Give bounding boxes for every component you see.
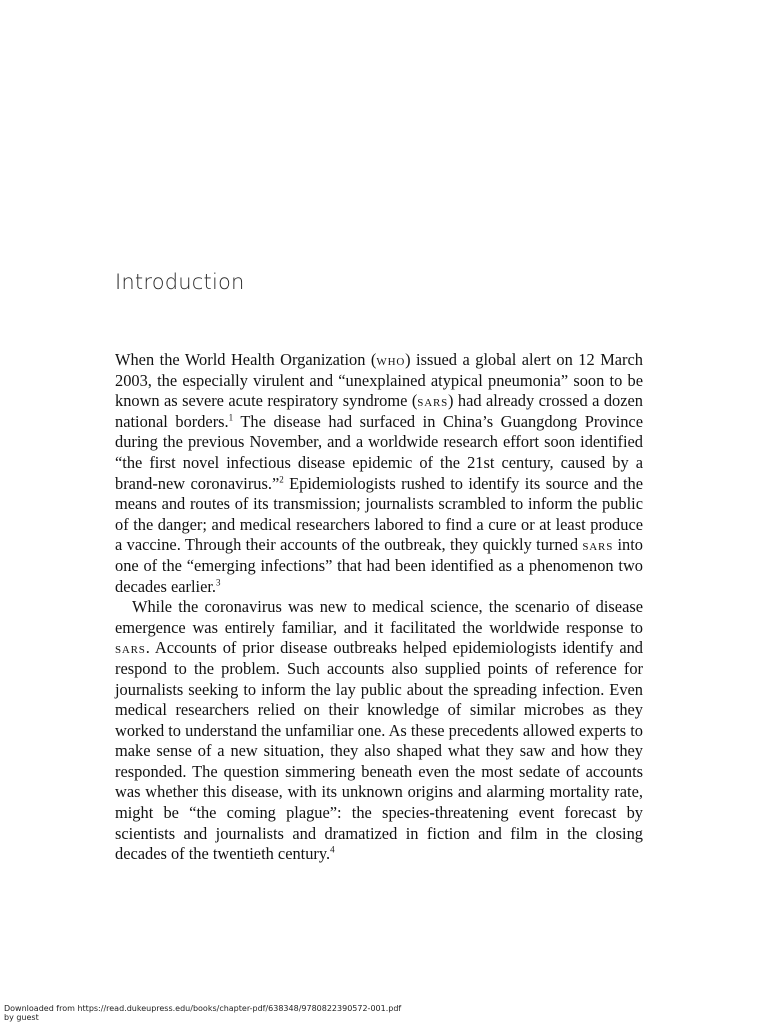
download-footer: [4, 1004, 401, 1022]
footnote-ref[interactable]: 1: [228, 412, 234, 423]
text-run: . Accounts of prior disease outbreaks helped epidemiologists identify and respond to the problem. Such accounts also supplied points of reference for journalists seeking to inform the lay public about the spreading infection. Even medical researchers relied on their knowledge of similar microbes as they worked to understand the unfamiliar one. As these precedents allowed experts to make sense of a new situation, they also shaped what they saw and how they responded. The question simmering beneath even the most sedate of accounts was whether this disease, with its unknown origins and alarming mortality rate, might be “the coming plague”: the species-threatening event forecast by scientists and journalists and dramatized in fiction and film in the closing decades of the twentieth century.: [115, 638, 643, 864]
text-run: When the World Health Organization (: [115, 350, 377, 369]
text-run: The disease had surfaced in China’s Guangdong Province during the previous November, and a worldwide research effort soon identified “the first novel infectious disease epidemic of the 21st century, caused by a brand-new coronavirus.”: [115, 411, 643, 493]
download-source-line[interactable]: Downloaded from https://read.dukeupress.edu/books/chapter-pdf/638348/9780822390572-001.pdf: [4, 1004, 402, 1013]
chapter-body: [115, 350, 643, 865]
acronym: who: [376, 350, 406, 369]
chapter-title: Introduction: [115, 270, 245, 294]
paragraph: [115, 350, 643, 597]
acronym: sars: [417, 391, 448, 411]
text-run: ) issued a global alert on 12 March 2003, the especially virulent and “unexplained atypical pneumonia” soon to be known as severe acute respiratory syndrome (: [115, 350, 643, 411]
footnote-ref[interactable]: 4: [330, 844, 335, 855]
download-user-line: by guest: [4, 1013, 39, 1022]
text-run: While the coronavirus was new to medical science, the scenario of disease emergence was entirely familiar, and it facilitated the worldwide response to: [115, 597, 643, 637]
acronym: sars: [115, 638, 146, 658]
text-run: ) had already crossed a dozen national borders.: [115, 391, 643, 431]
text-run: Epidemiologists rushed to identify its source and the means and routes of its transmission; journalists scrambled to inform the public of the danger; and medical researchers labored to find a cure or at least produce a vaccine. Through their accounts of the outbreak, they quickly turned: [115, 473, 643, 555]
footnote-ref[interactable]: 3: [216, 577, 221, 588]
footnote-ref[interactable]: 2: [279, 474, 284, 485]
text-run: into one of the “emerging infections” that had been identified as a phenomenon two decades earlier.: [115, 535, 643, 596]
acronym: sars: [582, 535, 614, 555]
paragraph: [115, 597, 643, 865]
